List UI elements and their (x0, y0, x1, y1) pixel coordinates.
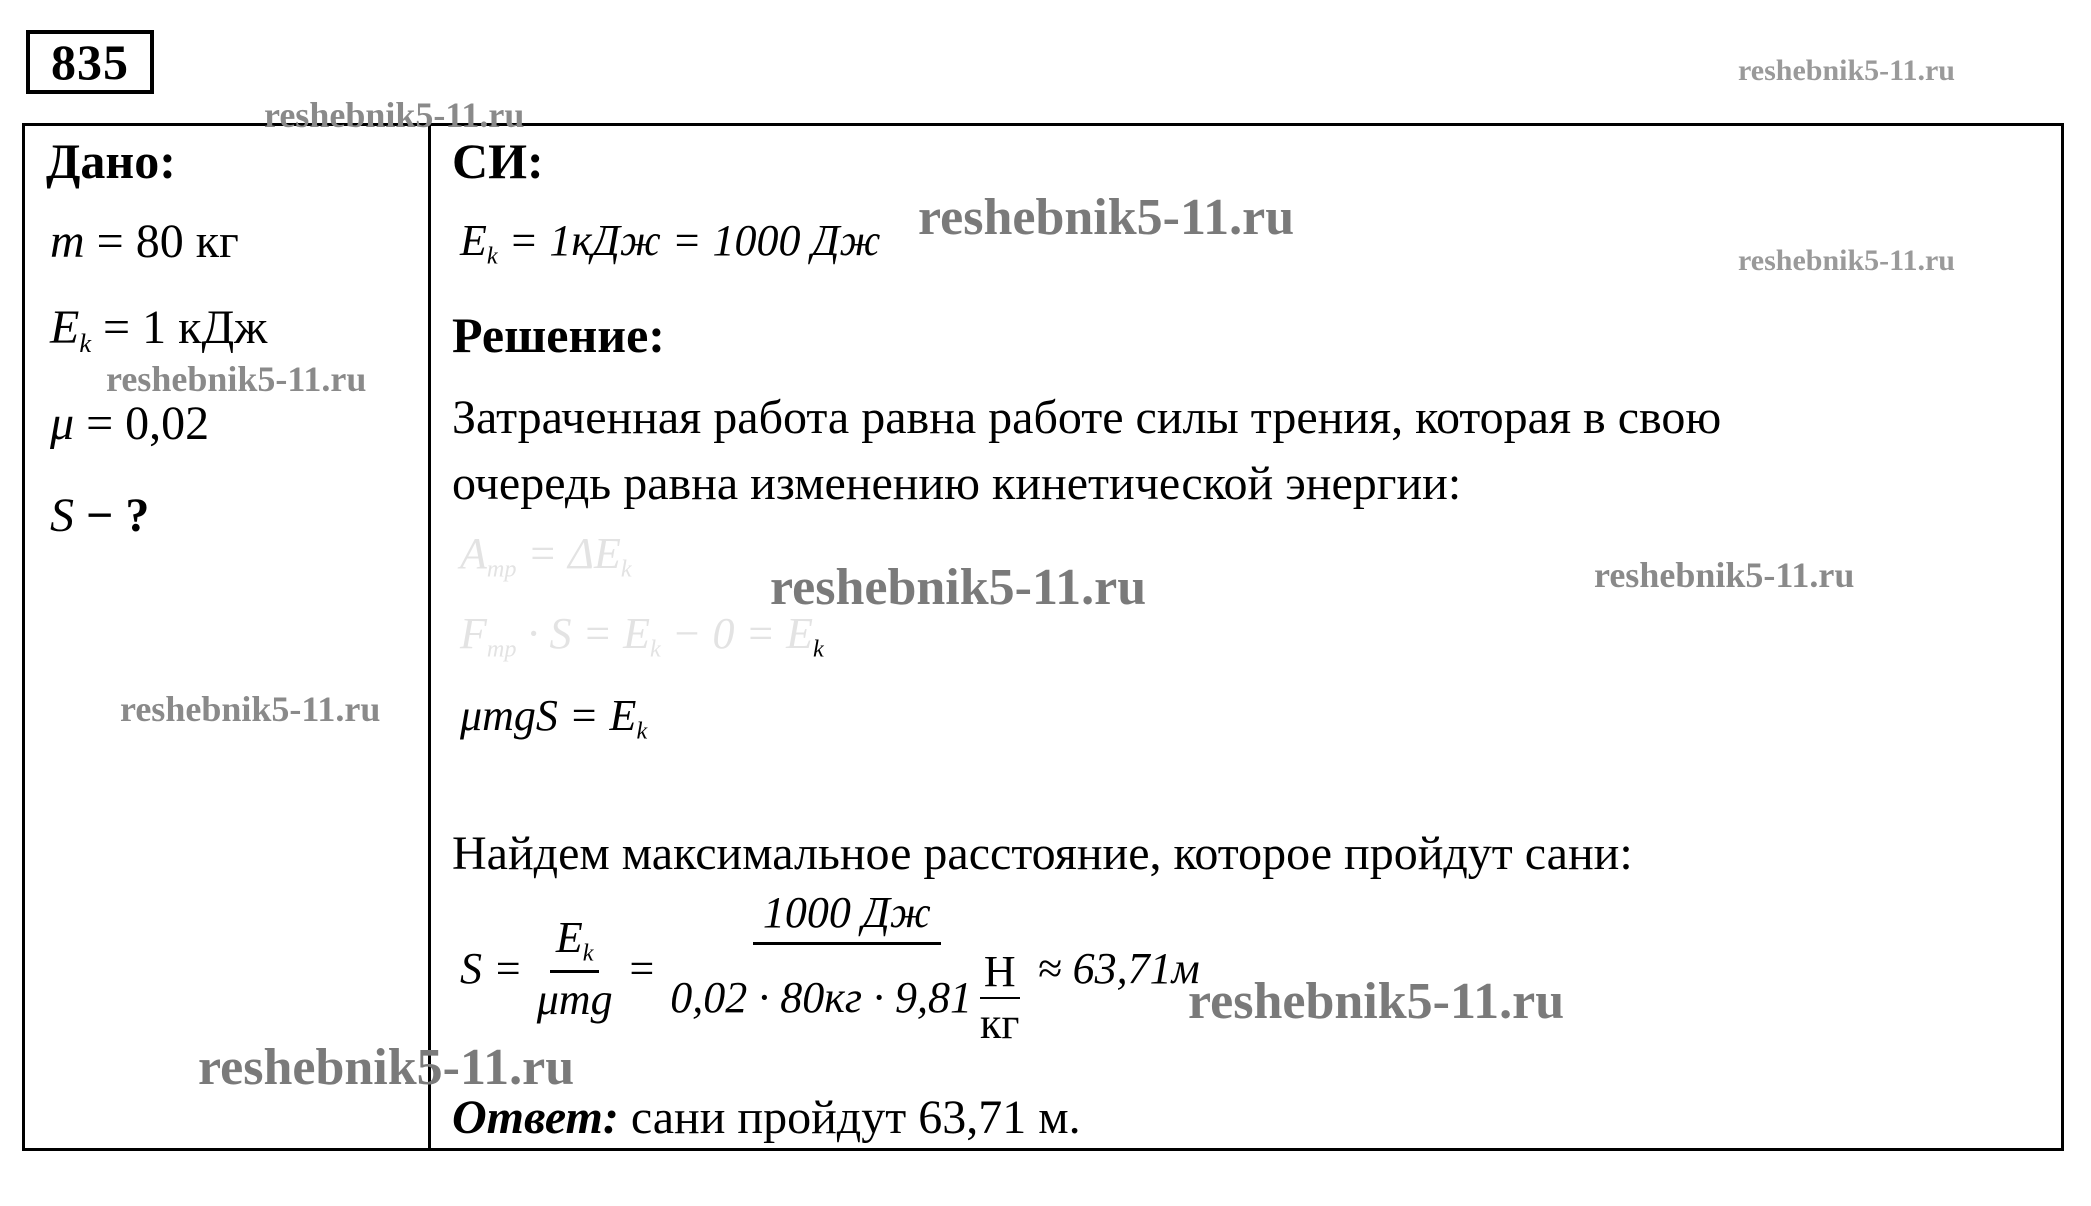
fraction-ek-over-mumg: $\frac{E_k}{\text{μmg}}$ (536, 912, 613, 1024)
solution-heading: Решение: (452, 307, 665, 363)
final-equals: = (626, 944, 657, 994)
answer (452, 1090, 1081, 1145)
problem-number: 835 (26, 30, 154, 94)
watermark: reshebnik5-11.ru (1188, 973, 1565, 1030)
final-result: ≈ 63,71м (1037, 944, 1200, 994)
answer-label: Ответ: (452, 1091, 619, 1144)
watermark: reshebnik5-11.ru (770, 559, 1147, 616)
solution-text-line-1: Затраченная работа равна работе силы трения, которая в свою (452, 391, 1722, 444)
watermark: reshebnik5-11.ru (1594, 555, 1855, 595)
watermark: reshebnik5-11.ru (1738, 54, 1955, 87)
final-s: S = (460, 944, 523, 994)
solution-text-line-3: Найдем максимальное расстояние, которое пройдут сани: (452, 827, 1633, 880)
fraction-numeric: 1000 Дж 0,02 · 80кг · 9,81 $\frac{Н}{кг}$ (664, 890, 1029, 1048)
watermark: reshebnik5-11.ru (120, 689, 381, 729)
si-conversion: $E_k = 1кДж = 1000$ Дж (460, 216, 881, 270)
column-divider (428, 123, 431, 1151)
watermark: reshebnik5-11.ru (264, 95, 525, 135)
si-heading: СИ: (452, 133, 544, 189)
equation-mu-mg-s: $\mu mgS = E_k$ (460, 691, 648, 745)
watermark: reshebnik5-11.ru (106, 359, 367, 399)
final-formula (460, 890, 1200, 1048)
equation-friction-force: $F_{тр} \cdot S = E_k - 0 = E_k$ (460, 609, 824, 663)
watermark: reshebnik5-11.ru (1738, 244, 1955, 277)
watermark: reshebnik5-11.ru (198, 1039, 575, 1096)
given-friction-coefficient: μ = 0,02 (50, 397, 210, 450)
watermark: reshebnik5-11.ru (918, 189, 1295, 246)
equation-work-energy: $A_{тр} = \Delta E_k$ (460, 529, 632, 583)
given-mass: m = 80 кг (50, 215, 239, 268)
given-heading: Дано: (46, 133, 176, 189)
solution-text-line-2: очередь равна изменению кинетической энергии: (452, 457, 1462, 510)
unit-fraction: $\frac{Н}{кг}$ (980, 947, 1020, 1049)
given-unknown: S − ? (50, 489, 150, 542)
given-kinetic-energy: $E_k = 1$ кДж (50, 301, 268, 359)
answer-text: сани пройдут 63,71 м. (618, 1091, 1081, 1144)
